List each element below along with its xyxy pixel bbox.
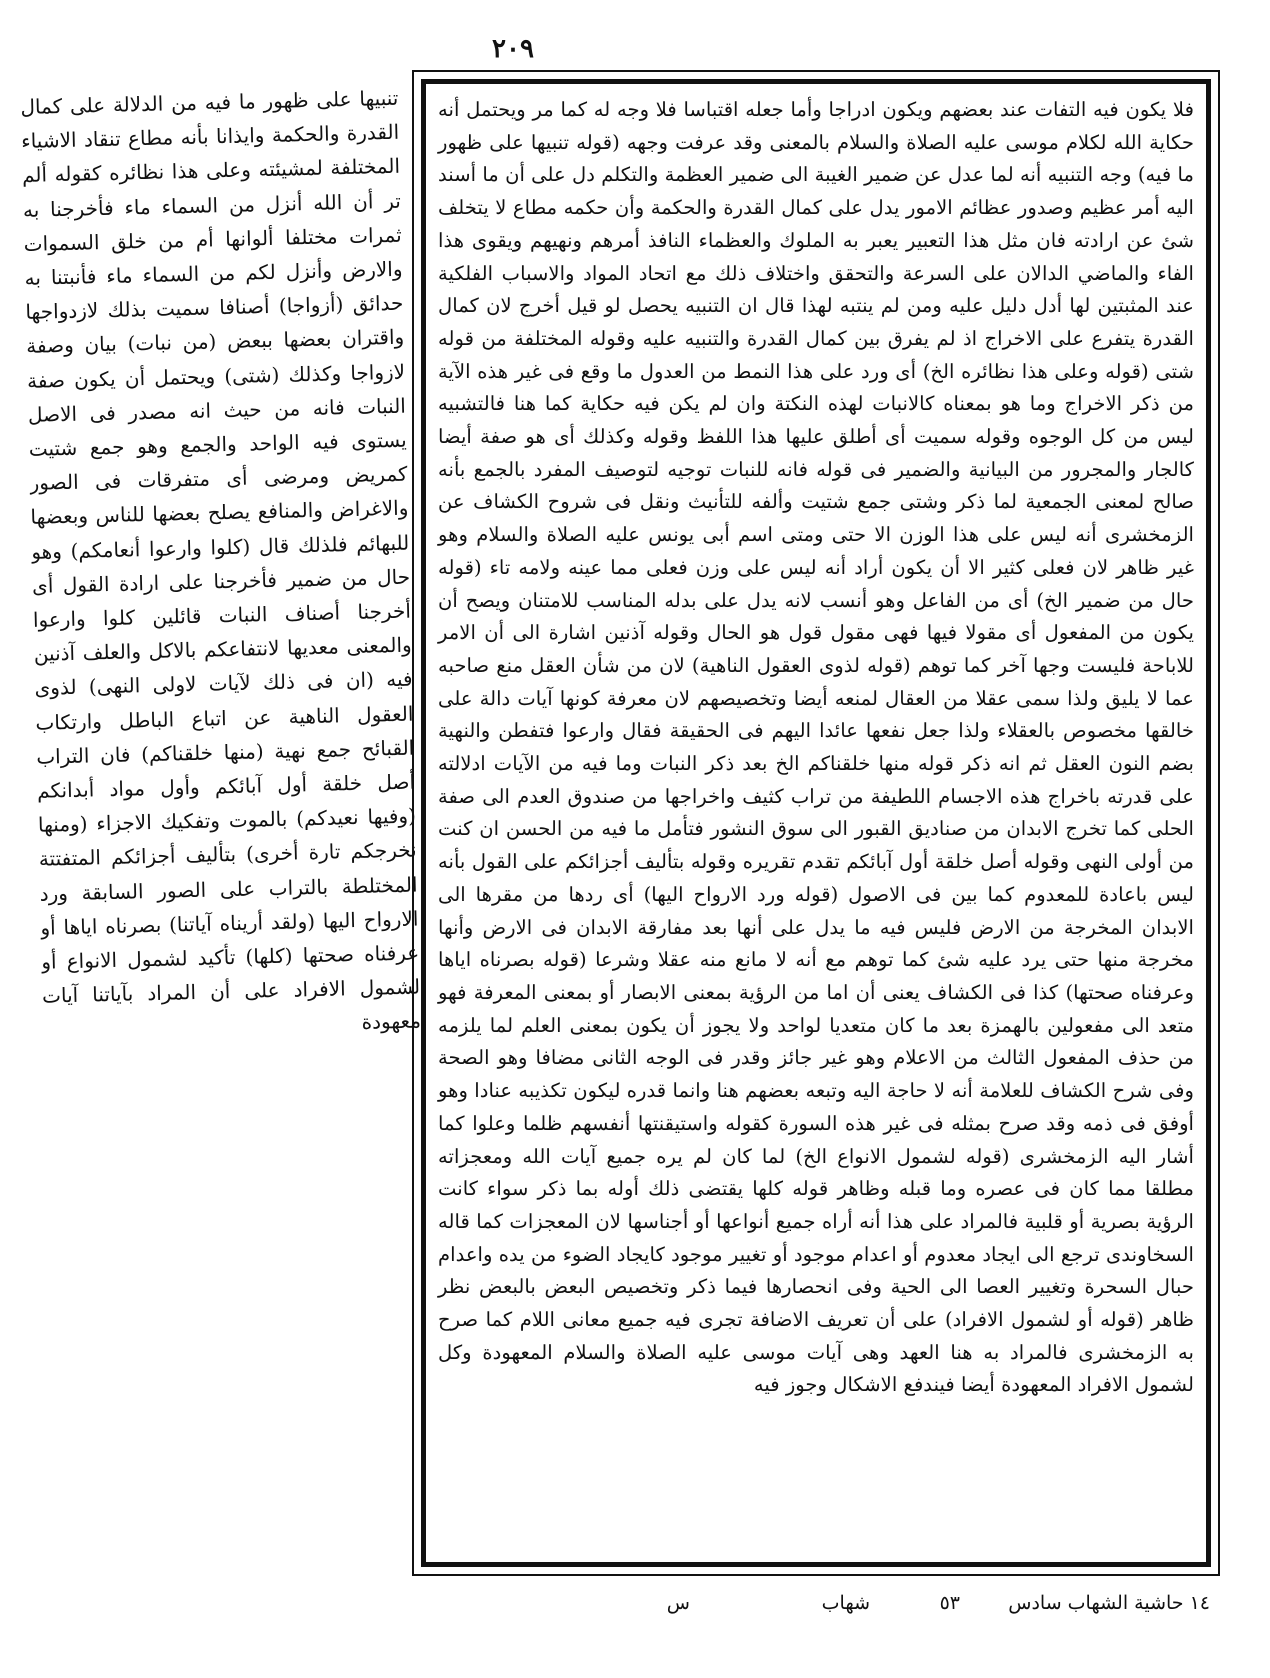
- footer-name: شهاب: [821, 1592, 870, 1614]
- footer-number: ٥٣: [939, 1592, 960, 1614]
- margin-text-column: [20, 81, 428, 1320]
- commentary-text: فلا يكون فيه التفات عند بعضهم ويكون ادراجا وأما جعله اقتباسا فلا وجه له كما مر ويحتمل أنه حكاية الله لكلام موسى عليه الصلاة والسلام بالمعنى وقد عرفت وجهه (قوله تنبيها على ظهور ما فيه) وجه التنبيه أنه لما عدل عن ضمير الغيبة الى ضمير العظمة والتكلم دل على أن ما أسند اليه أمر عظيم وصدور عظائم الامور يدل على كمال القدرة والحكمة وأن حكمه مطاع لا يتخلف شئ عن ارادته فان مثل هذا التعبير يعبر به الملوك والعظماء النافذ أمرهم ونهيهم ويقوى هذا الفاء والماضي الدالان على السرعة والتحقق واختلاف ذلك مع اتحاد المواد والاسباب الفلكية عند المثبتين لها أدل دليل عليه ومن لم ينتبه لهذا قال ان التنبيه يحصل لو قيل أخرج لان كمال القدرة يتفرع على الاخراج اذ لم يفرق بين كمال القدرة والتنبيه عليه وقوله المختلفة من قوله شتى (قوله وعلى هذا نظائره الخ) أى ورد على هذا النمط من العدول ما وقع فى غير هذه الآية من ذكر الاخراج وما هو بمعناه كالانبات لهذه النكتة وان لم يكن فيه حكاية كما هنا فالتشبيه ليس من كل الوجوه وقوله سميت أى أطلق عليها هذا اللفظ وقوله وكذلك أى هو صفة أيضا كالجار والمجرور من البيانية والضمير فى قوله فانه للنبات توجيه لتوصيف المفرد بالجمع بأنه صالح لمعنى الجمعية لما ذكر وشتى جمع شتيت وألفه للتأنيث ونقل فى شروح الكشاف عن الزمخشرى أنه ليس على هذا الوزن الا حتى ومتى اسم أبى يونس عليه الصلاة والسلام وهو غير ظاهر لان فعلى كثير الا أن يكون أراد أنه ليس على وزن فعلى مما عينه ولامه تاء (قوله حال من ضمير الخ) أى من الفاعل وهو أنسب لانه يدل على بدله المناسب للامتنان ويصح أن يكون من المفعول أى مقولا فيها فهى مقول قول هو الحال وقوله آذنين اشارة الى أن الامر للاباحة فليست وجها آخر كما توهم (قوله لذوى العقول الناهية) لان من شأن العقل منع صاحبه عما لا يليق ولذا سمى عقلا من العقال لمنعه أيضا وتخصيصهم لان معرفة كونها آيات دالة على خالقها مخصوص بالعقلاء ولذا جعل نفعها عائدا اليهم فى الحقيقة فقال وارعوا فتفطن والنهية بضم النون العقل ثم انه ذكر قوله منها خلقناكم الخ بعد ذكر النبات وما فيه من الآيات ادلالته على قدرته باخراج هذه الاجسام اللطيفة من تراب كثيف واخراجها من صندوق العدم الى صفة الحلى كما تخرج الابدان من صناديق القبور الى سوق النشور فتأمل ما فيه من الحسن ان كنت من أولى النهى وقوله أصل خلقة أول آبائكم تقدم تقريره وقوله بتأليف أجزائكم على القول بأنه ليس باعادة للمعدوم كما بين فى الاصول (قوله ورد الارواح اليها) أى ردها من مقرها الى الابدان المخرجة من الارض فليس فيه ما يدل على أنها بعد مفارقة الابدان فى الارض وأنها مخرجة منها حتى يرد عليه شئ كما توهم مع أنه لا مانع منه عقلا وشرعا (قوله بصرناه اياها وعرفناه صحتها) كذا فى الكشاف يعنى أن اما من الرؤية بمعنى الابصار أو بمعنى المعرفة فهو متعد الى مفعولين بالهمزة بعد ما كان متعديا لواحد ولا يجوز أن يكون بمعنى العلم لما يلزمه من حذف المفعول الثالث من الاعلام وهو غير جائز وقدر فى الوجه الثانى مضافا وهو الصحة وفى شرح الكشاف للعلامة أنه لا حاجة اليه وتبعه بعضهم هنا وانما قدره ليكون تكذيبه عنادا وهو أوفق فى ذمه وقد صرح بمثله فى غير هذه السورة كقوله واستيقنتها أنفسهم ظلما وعلوا كما أشار اليه الزمخشرى (قوله لشمول الانواع الخ) لما كان لم يره جميع آيات الله ومعجزاته مطلقا مما كان فى عصره وما قبله وظاهر قوله كلها يقتضى ذلك أوله بما ذكر سواء كانت الرؤية بصرية أو قلبية فالمراد على هذا أنه أراه جميع أنواعها أو أجناسها لان المعجزات كما قاله السخاوندى ترجع الى ايجاد معدوم أو اعدام موجود أو تغيير موجود كايجاد الضوء من يده واعدام حبال السحرة وتغيير العصا الى الحية وفى انحصارها فيما ذكر وتخصيص البعض بالبعض نظر ظاهر (قوله أو لشمول الافراد) على أن تعريف الاضافة تجرى فيه جميع معانى اللام كما صرح به الزمخشرى فالمراد به هنا العهد وهى آيات موسى عليه الصلاة والسلام المعهودة وكل لشمول الافراد المعهودة أيضا فيندفع الاشكال وجوز فيه: [438, 98, 1194, 1397]
- commentary-frame-inner: [421, 79, 1211, 1567]
- page-footer: [430, 1592, 1210, 1626]
- footer-signature: ١٤ حاشية الشهاب سادس: [1008, 1592, 1210, 1614]
- commentary-frame: [412, 70, 1220, 1576]
- margin-text: تنبيها على ظهور ما فيه من الدلالة على كمال القدرة والحكمة وايذانا بأنه مطاع تنقاد الاشياء المختلفة لمشيئته وعلى هذا نظائره كقوله ألم تر أن الله أنزل من السماء ماء فأخرجنا به ثمرات مختلفا ألوانها أم من خلق السموات والارض وأنزل لكم من السماء ماء فأنبتنا به حدائق (أزواجا) أصنافا سميت بذلك لازدواجها واقتران بعضها ببعض (من نبات) بيان وصفة لازواجا وكذلك (شتى) ويحتمل أن يكون صفة النبات فانه من حيث انه مصدر فى الاصل يستوى فيه الواحد والجمع وهو جمع شتيت كمريض ومرضى أى متفرقات فى الصور والاغراض والمنافع يصلح بعضها للناس وبعضها للبهائم فلذلك قال (كلوا وارعوا أنعامكم) وهو حال من ضمير فأخرجنا على ارادة القول أى أخرجنا أصناف النبات قائلين كلوا وارعوا والمعنى معديها لانتفاعكم بالاكل والعلف آذنين فيه (ان فى ذلك لآيات لاولى النهى) لذوى العقول الناهية عن اتباع الباطل وارتكاب القبائح جمع نهية (منها خلقناكم) فان التراب أصل خلقة أول آبائكم وأول مواد أبدانكم (وفيها نعيدكم) بالموت وتفكيك الاجزاء (ومنها نخرجكم تارة أخرى) بتأليف أجزائكم المتفتتة المختلطة بالتراب على الصور السابقة ورد الارواح اليها (ولقد أريناه آياتنا) بصرناه اياها أو عرفناه صحتها (كلها) تأكيد لشمول الانواع أو لشمول الافراد على أن المراد بآياتنا آيات معهودة: [20, 85, 422, 1035]
- page-number: ٢٠٩: [492, 34, 534, 64]
- footer-letter: س: [666, 1592, 690, 1614]
